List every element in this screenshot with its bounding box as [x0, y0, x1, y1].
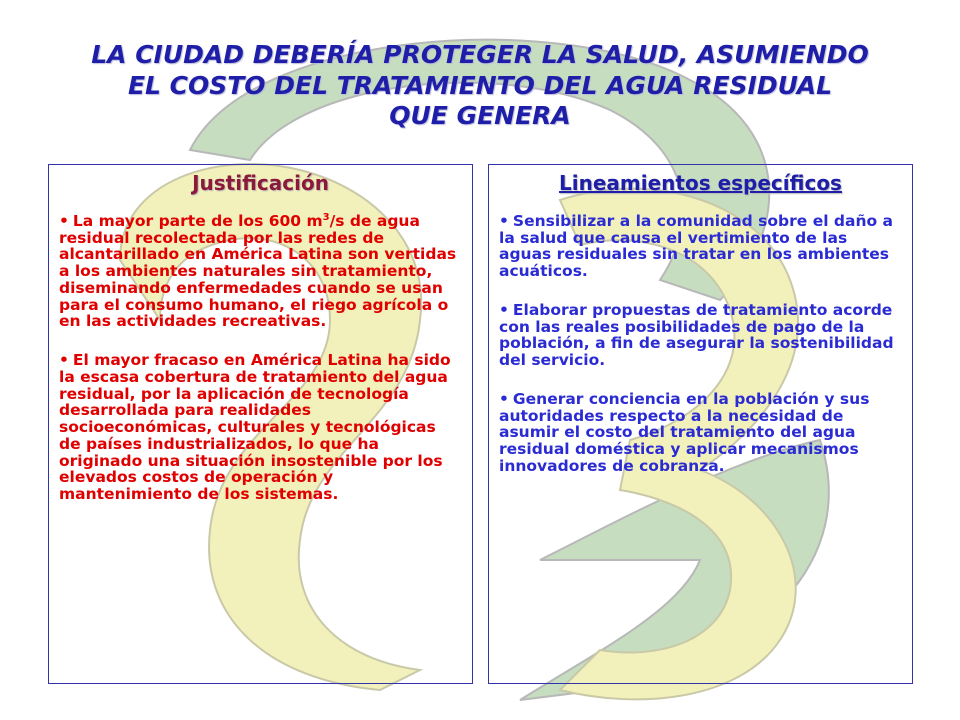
flow-value: 600 — [268, 212, 302, 230]
paragraph-2-text: El mayor fracaso en América Latina ha sido la escasa cobertura de tratamiento del agua residual, por la aplicación de tecnología desarrollada para realidades socioeconómicas, culturales y tecnológicas de países industrializados, lo que ha originado una situación insostenible por los elevados costos de operación y mantenimiento de los sistemas. — [59, 351, 451, 504]
bullet-icon: • — [499, 212, 509, 230]
bullet-icon: • — [499, 300, 509, 319]
title-line-2: EL COSTO DEL TRATAMIENTO DEL AGUA RESIDUAL — [127, 70, 833, 100]
lineamiento-item-3-text: Generar conciencia en la población y sus autoridades respecto a la necesidad de asumir el costo del tratamiento del agua residual doméstica y aplicar mecanismos innovadores de cobranza. — [499, 389, 870, 475]
justificacion-paragraph-1 — [59, 213, 462, 330]
page-title — [40, 40, 920, 132]
flow-unit-exponent: 3 — [322, 211, 330, 223]
flow-unit: m — [306, 212, 323, 230]
justificacion-panel — [48, 164, 473, 684]
paragraph-1-text-end: /s de agua residual recolectada por las redes de alcantarillado en América Latina son vertidas a los ambientes naturales sin tratamiento, diseminando enfermedades cuando se usan para el consumo humano, el riego agrícola o en las actividades recreativas. — [59, 212, 457, 331]
lineamientos-panel — [488, 164, 913, 684]
lineamiento-item-1-text: Sensibilizar a la comunidad sobre el daño a la salud que causa el vertimiento de las aguas residuales sin tratar en los ambientes acuáticos. — [499, 212, 894, 281]
lineamiento-item-2-text: Elaborar propuestas de tratamiento acorde con las reales posibilidades de pago de la población, a fin de asegurar la sostenibilidad del servicio. — [499, 300, 894, 370]
justificacion-heading: Justificación — [192, 171, 329, 195]
title-line-3: QUE GENERA — [389, 101, 571, 130]
bullet-icon: • — [59, 212, 69, 230]
justificacion-paragraph-2 — [59, 352, 462, 503]
bullet-icon: • — [59, 351, 69, 370]
bullet-icon: • — [499, 389, 509, 408]
lineamientos-heading: Lineamientos específicos — [559, 171, 842, 195]
lineamiento-item-2 — [499, 302, 902, 369]
lineamiento-item-1 — [499, 213, 902, 280]
paragraph-1-text-start: La mayor parte de los — [72, 212, 264, 230]
lineamiento-item-3 — [499, 391, 902, 475]
title-line-1: LA CIUDAD DEBERÍA PROTEGER LA SALUD, ASUMIENDO — [91, 40, 869, 69]
